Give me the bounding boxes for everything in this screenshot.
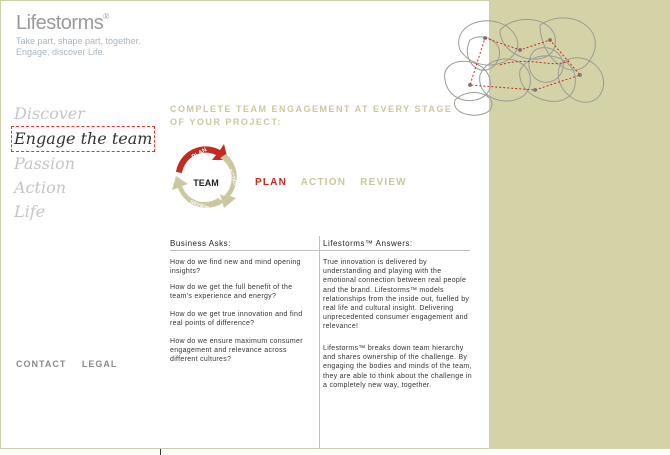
- stage-tab-plan[interactable]: PLAN: [255, 177, 288, 188]
- nav-item-life[interactable]: Life: [14, 202, 46, 221]
- header-divider: [170, 250, 470, 251]
- plan-arc-label: PLAN: [191, 147, 209, 161]
- tagline-line-2: Engage, discover Life.: [16, 47, 106, 57]
- question-2: How do we get the full benefit of the team's experience and energy?: [170, 284, 293, 300]
- column-divider: [319, 236, 320, 449]
- question-3: How do we get true innovation and find real points of difference?: [170, 311, 303, 327]
- review-arc-label: REVIEW: [189, 199, 210, 212]
- question-4: How do we ensure maximum consumer engagement and relevance across different cultures?: [170, 338, 303, 363]
- nav-item-passion[interactable]: Passion: [14, 154, 76, 173]
- bottom-tick-mark: [160, 449, 161, 455]
- stage-tabs: [255, 177, 417, 188]
- main-nav: [14, 102, 155, 224]
- nav-item-action[interactable]: Action: [14, 178, 66, 197]
- stage-tab-review[interactable]: REVIEW: [360, 177, 407, 188]
- headline-line-1: COMPLETE TEAM ENGAGEMENT AT EVERY STAGE: [170, 104, 453, 114]
- lifestorms-answers-header: Lifestorms™ Answers:: [323, 239, 413, 248]
- footer-links: [16, 359, 129, 369]
- tagline: [16, 36, 141, 58]
- nav-item-engage-the-team[interactable]: Engage the team: [11, 126, 155, 152]
- lifestorms-logo[interactable]: Lifestorms®: [16, 12, 109, 34]
- team-center-label: TEAM: [193, 178, 219, 188]
- tagline-line-1: Take part, shape part, together.: [16, 36, 141, 46]
- business-asks-header: Business Asks:: [170, 239, 231, 248]
- answer-2: Lifestorms™ breaks down team hierarchy and shares ownership of the challenge. By engaging the bodies and minds of the team, they are able to think about the challenge in a completely new way, together.: [323, 345, 472, 389]
- contact-link[interactable]: CONTACT: [16, 359, 67, 369]
- stage-tab-action[interactable]: ACTION: [300, 177, 347, 188]
- answer-1: True innovation is delivered by understanding and playing with the emotional connection between real people and the brand. Lifestorms™ models relationships from the inside out, fuelled by real life and cultural insight. Delivering unprecedented consumer engagement and relevance!: [323, 259, 470, 331]
- headline-line-2: OF YOUR PROJECT:: [170, 117, 282, 127]
- nav-item-discover[interactable]: Discover: [14, 104, 85, 123]
- legal-link[interactable]: LEGAL: [81, 359, 118, 369]
- question-1: How do we find new and mind opening insights?: [170, 259, 301, 275]
- action-arc-label: ACTION: [226, 168, 239, 189]
- team-cycle-diagram: [168, 140, 244, 216]
- section-headline: [170, 103, 490, 129]
